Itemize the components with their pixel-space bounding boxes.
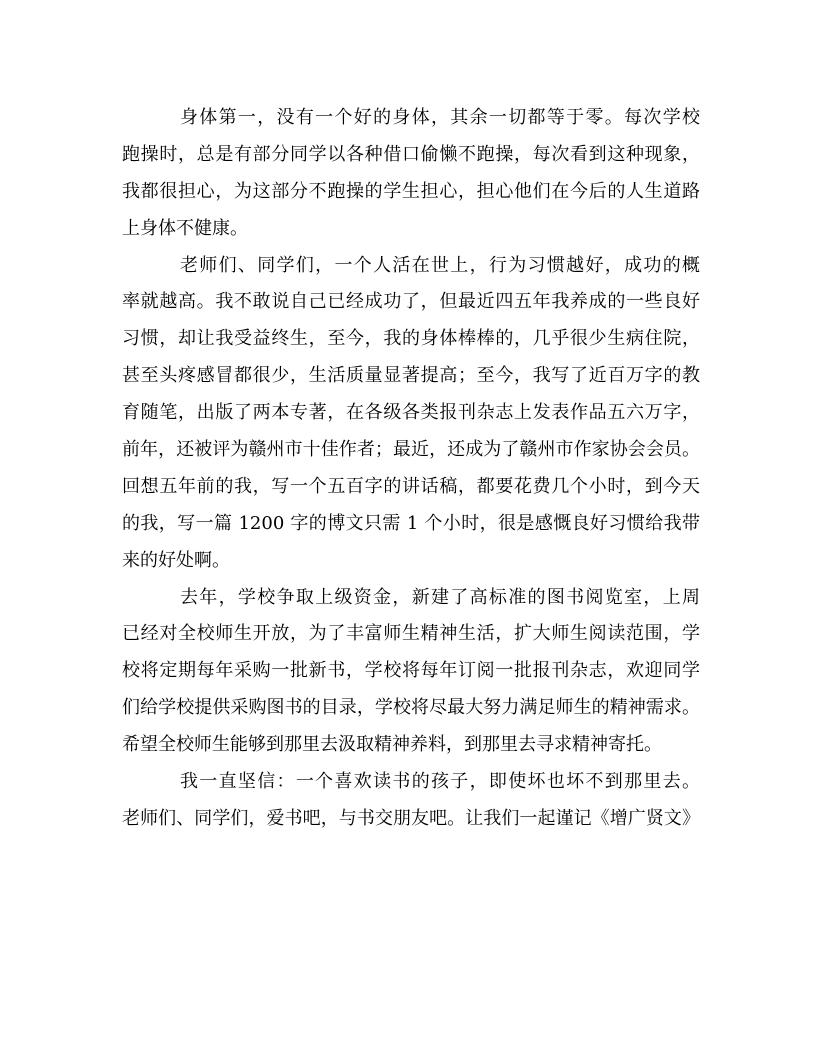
paragraph-line: 来的好处啊。	[122, 549, 230, 571]
paragraph-2	[122, 248, 700, 580]
paragraph-line: 我都很担心，为这部分不跑操的学生担心，担心他们在今后的人生道路	[122, 180, 700, 202]
paragraph-line: 习惯，却让我受益终生，至今，我的身体棒棒的，几乎很少生病住院，	[122, 328, 700, 350]
paragraph-line: 身体第一，没有一个好的身体，其余一切都等于零。每次学校	[180, 107, 700, 128]
paragraph-line: 老师们、同学们，爱书吧，与书交朋友吧。让我们一起谨记《增广贤文》	[122, 807, 700, 829]
paragraph-line: 去年，学校争取上级资金，新建了高标准的图书阅览室，上周	[180, 586, 700, 608]
paragraph-line: 育随笔，出版了两本专著，在各级各类报刊杂志上发表作品五六万字，	[122, 402, 700, 424]
document-body	[122, 100, 700, 838]
paragraph-line: 回想五年前的我，写一个五百字的讲话稿，都要花费几个小时，到今天	[122, 475, 700, 497]
paragraph-line: 跑操时，总是有部分同学以各种借口偷懒不跑操，每次看到这种现象，	[122, 143, 700, 165]
paragraph-line: 校将定期每年采购一批新书，学校将每年订阅一批报刊杂志，欢迎同学	[122, 660, 700, 682]
paragraph-line: 老师们、同学们，一个人活在世上，行为习惯越好，成功的概	[180, 254, 700, 276]
paragraph-line: 前年，还被评为赣州市十佳作者；最近，还成为了赣州市作家协会会员。	[122, 439, 700, 461]
paragraph-line: 们给学校提供采购图书的目录，学校将尽最大努力满足师生的精神需求。	[122, 697, 700, 719]
paragraph-line: 已经对全校师生开放，为了丰富师生精神生活，扩大师生阅读范围，学	[122, 623, 700, 645]
paragraph-1	[122, 100, 700, 248]
paragraph-line: 希望全校师生能够到那里去汲取精神养料，到那里去寻求精神寄托。	[122, 734, 662, 756]
paragraph-line: 甚至头疼感冒都很少，生活质量显著提高；至今，我写了近百万字的教	[122, 365, 700, 387]
paragraph-line: 我一直坚信：一个喜欢读书的孩子，即使坏也坏不到那里去。	[180, 771, 700, 793]
paragraph-4	[122, 764, 700, 838]
paragraph-line: 的我，写一篇 1200 字的博文只需 1 个小时，很是感慨良好习惯给我带	[122, 512, 700, 534]
paragraph-line: 上身体不健康。	[122, 217, 248, 239]
paragraph-3	[122, 580, 700, 764]
paragraph-line: 率就越高。我不敢说自己已经成功了，但最近四五年我养成的一些良好	[122, 291, 700, 313]
